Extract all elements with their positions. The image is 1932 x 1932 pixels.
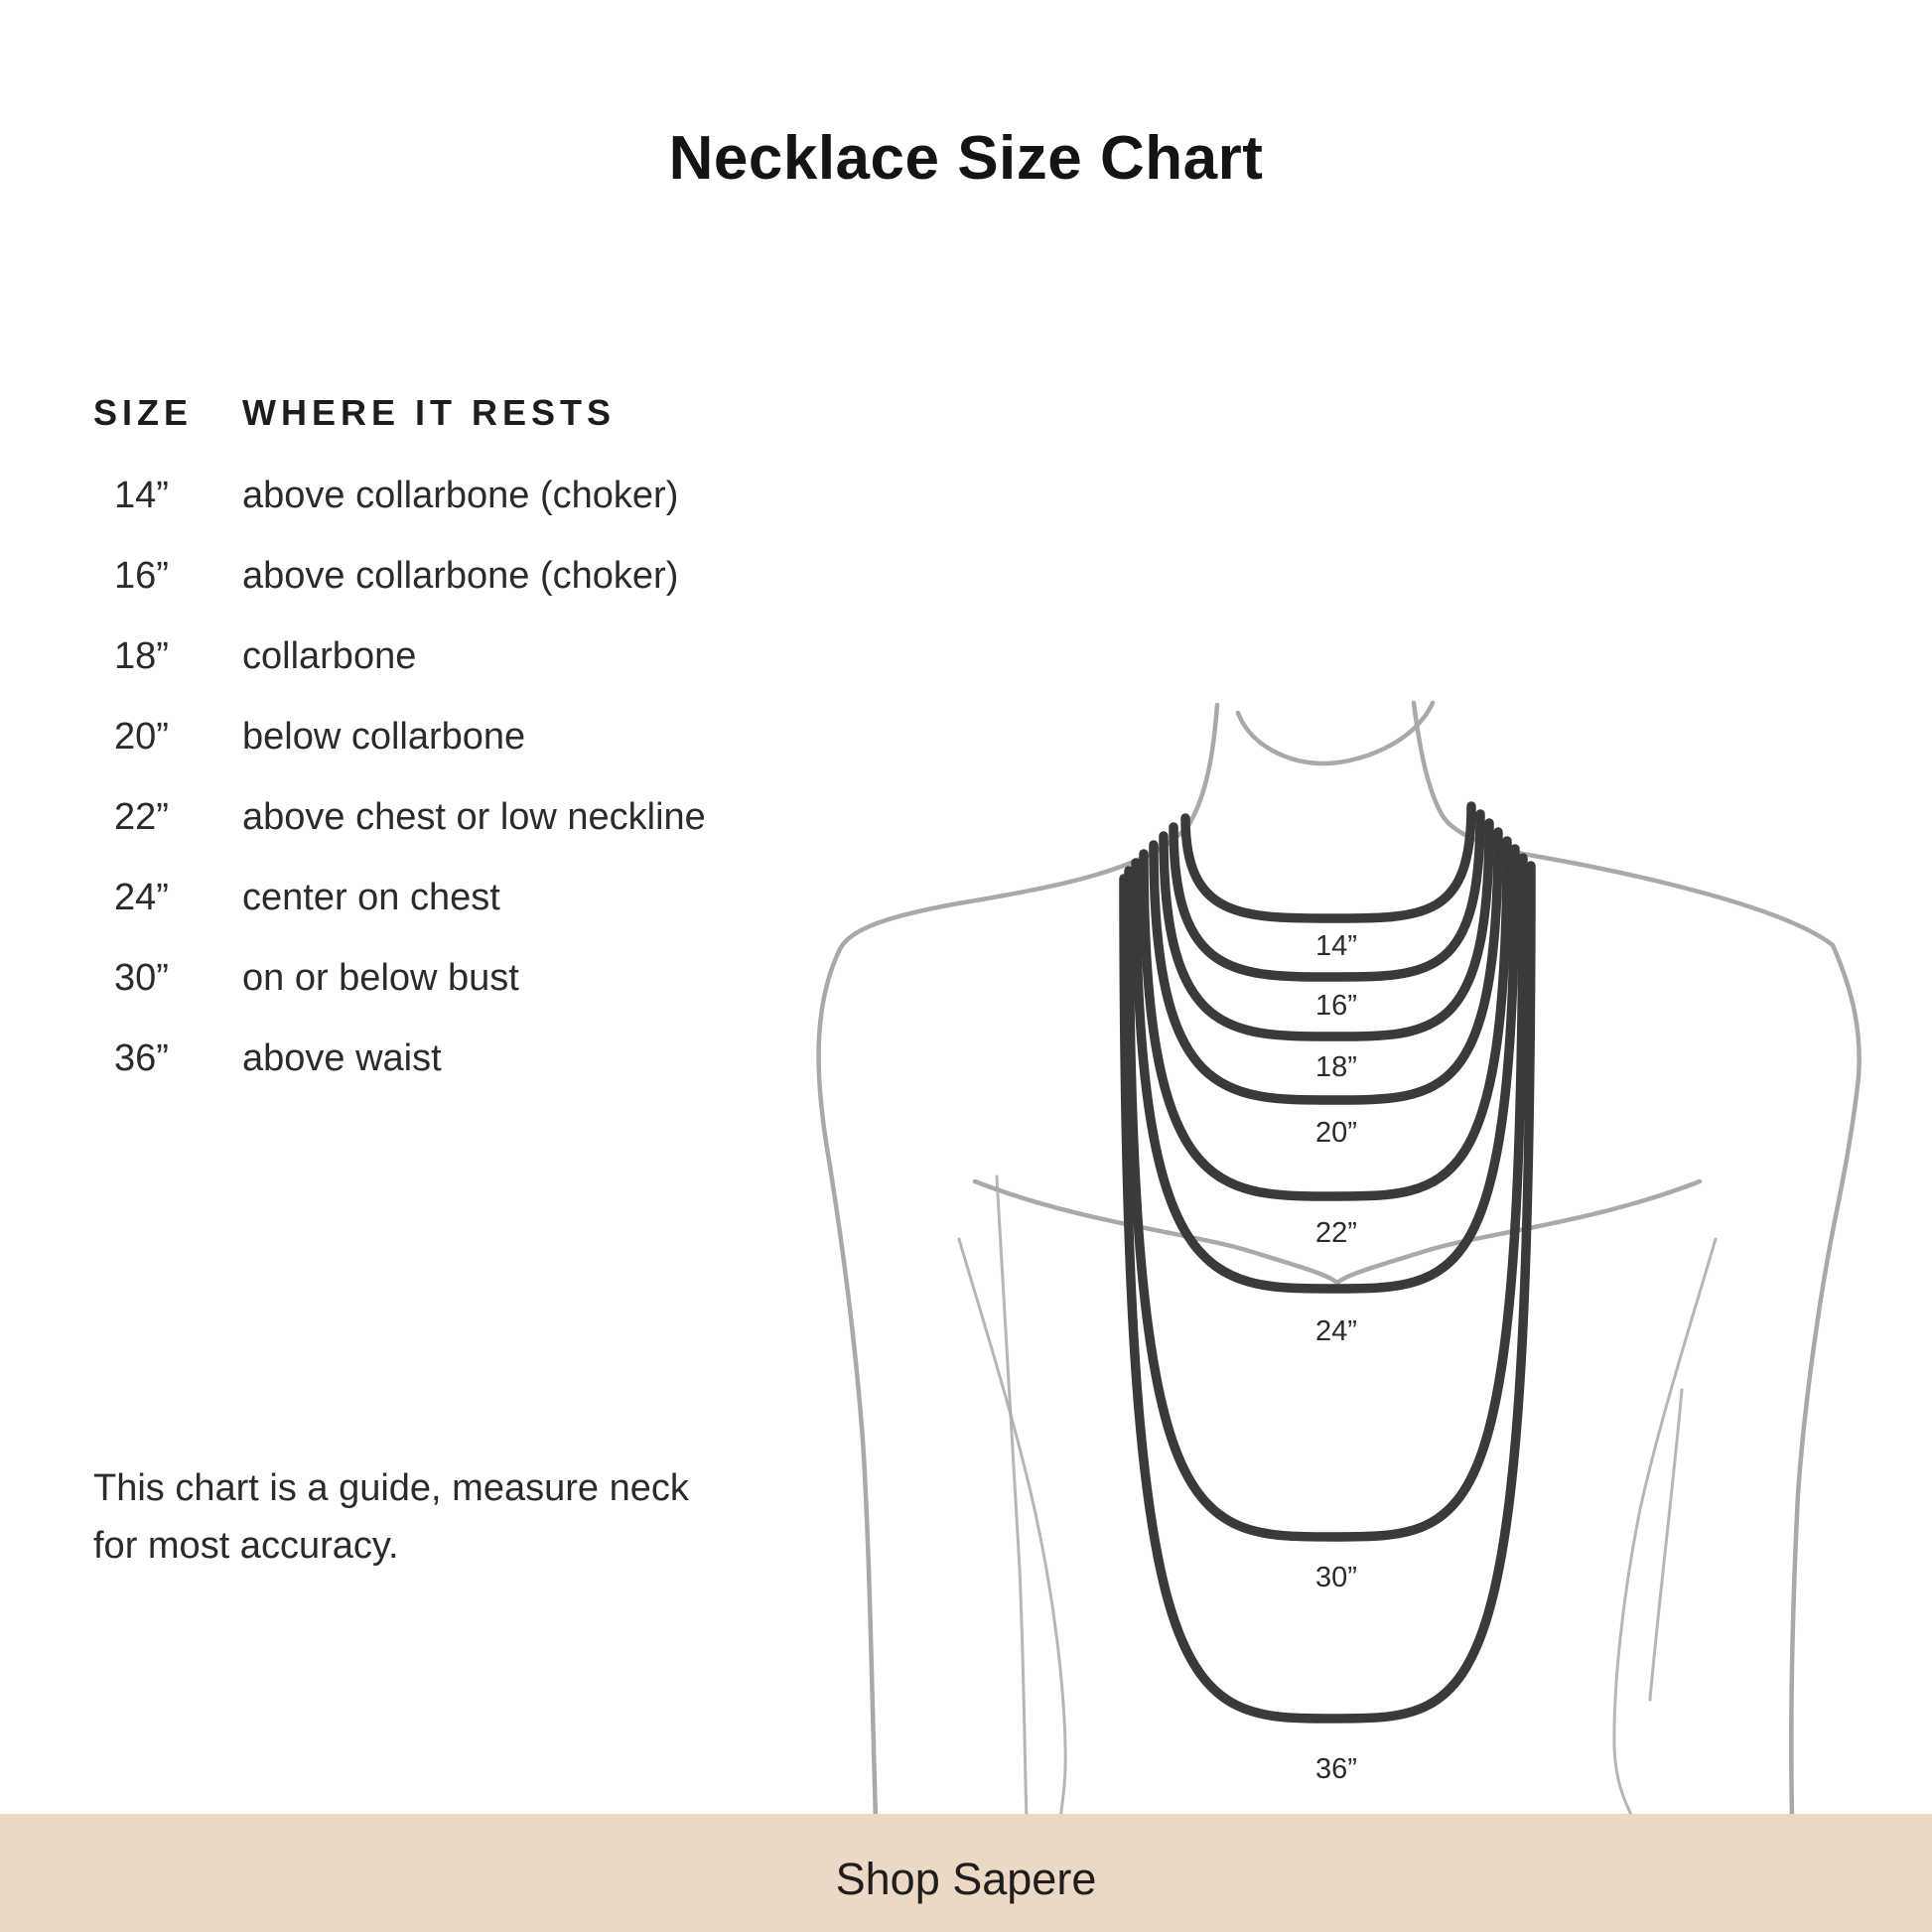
- size-value: 30”: [114, 957, 169, 999]
- rests-value: below collarbone: [242, 716, 526, 758]
- necklace-size-label: 22”: [1315, 1217, 1357, 1249]
- necklace-size-label: 30”: [1315, 1562, 1357, 1593]
- chin-line: [1238, 703, 1433, 763]
- inner-arm-right: [1650, 1390, 1682, 1700]
- rests-value: above waist: [242, 1037, 442, 1079]
- rests-value: above collarbone (choker): [242, 555, 679, 597]
- note-line-1: This chart is a guide, measure neck: [93, 1467, 689, 1509]
- page-title: Necklace Size Chart: [668, 124, 1264, 193]
- rests-value: above collarbone (choker): [242, 475, 679, 516]
- rests-value: collarbone: [242, 635, 417, 677]
- necklace-strand-14in: [1185, 806, 1471, 918]
- necklaces: [1124, 806, 1531, 1785]
- inner-arm-left: [997, 1176, 1027, 1819]
- necklace-size-label: 14”: [1315, 930, 1357, 962]
- footer-bar: [0, 1814, 1932, 1932]
- torso-outline: [819, 703, 1860, 1819]
- necklace-size-label: 16”: [1315, 990, 1357, 1022]
- size-value: 16”: [114, 555, 169, 597]
- size-value: 14”: [114, 475, 169, 516]
- necklace-size-label: 20”: [1315, 1117, 1357, 1149]
- rests-value: above chest or low neckline: [242, 796, 706, 838]
- rests-value: on or below bust: [242, 957, 519, 999]
- necklace-size-label: 18”: [1315, 1051, 1357, 1083]
- size-value: 18”: [114, 635, 169, 677]
- column-header-size: SIZE: [93, 392, 194, 433]
- rests-value: center on chest: [242, 877, 500, 918]
- side-crease-left: [959, 1239, 1065, 1819]
- brand-label: Shop Sapere: [835, 1854, 1097, 1904]
- column-header-rests: WHERE IT RESTS: [242, 392, 617, 433]
- size-value: 36”: [114, 1037, 169, 1079]
- size-value: 20”: [114, 716, 169, 758]
- necklace-size-label: 24”: [1315, 1315, 1357, 1347]
- necklace-size-label: 36”: [1315, 1753, 1357, 1785]
- size-value: 24”: [114, 877, 169, 918]
- side-crease-right: [1614, 1239, 1716, 1819]
- note-line-2: for most accuracy.: [93, 1525, 399, 1567]
- size-value: 22”: [114, 796, 169, 838]
